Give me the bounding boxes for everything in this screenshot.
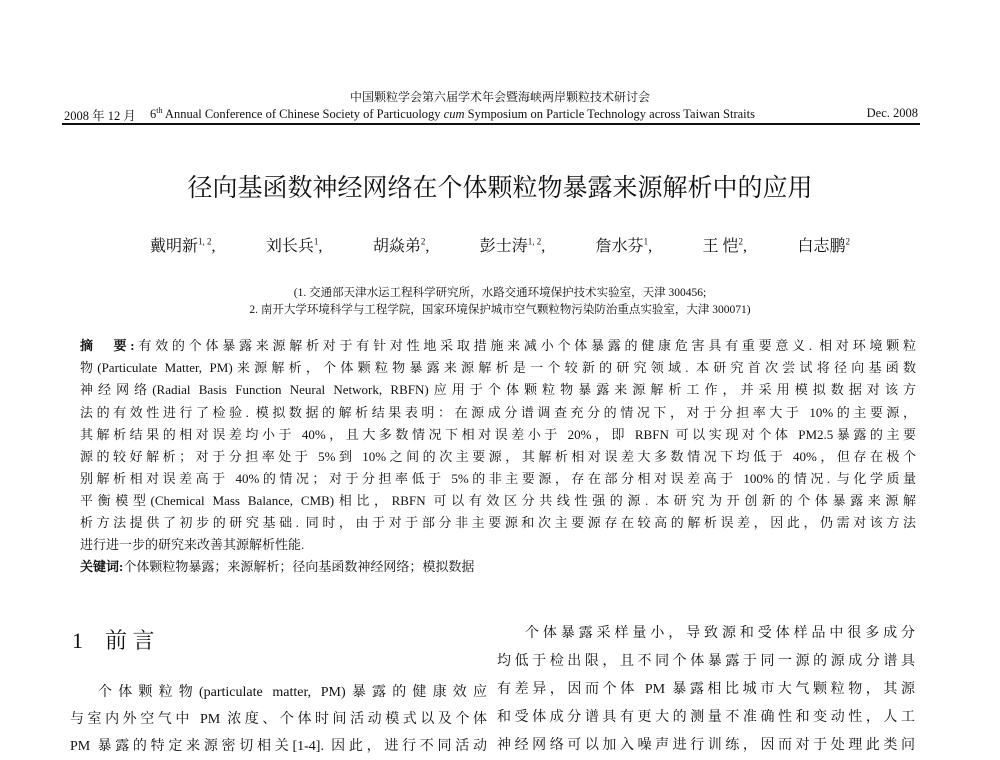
author-affil: 1 <box>643 236 649 247</box>
author-name: 戴明新 <box>150 238 199 255</box>
abstract-line: 物(Particulate Matter, PM)来源解析，个体颗粒物暴露来源解析是一个较新的研究领域. 本研究首次尝试将径向基函数 <box>80 360 916 375</box>
author-name: 王 恺 <box>702 238 739 255</box>
author: 戴明新$^{1, 2}$, <box>150 236 216 255</box>
author: 彭士涛$^{1, 2}$, <box>479 236 546 255</box>
author-name: 胡焱弟 <box>372 238 421 255</box>
author: 胡焱弟$^2$, <box>372 236 430 255</box>
author-affil: 1, 2 <box>527 236 542 247</box>
ordinal: 6 <box>150 107 157 122</box>
header-date-en: Dec. 2008 <box>866 106 918 120</box>
affiliation-2: 2. 南开大学环境科学与工程学院，国家环境保护城市空气颗粒物污染防治重点实验室，大津 300071) <box>249 304 751 316</box>
conference-name-cum: cum <box>443 107 465 122</box>
author-name: 白志鹏 <box>797 238 846 255</box>
body-line: 神经网络可以加入噪声进行训练，因而对于处理此类问 <box>497 738 915 753</box>
body-line: 和受体成分谱具有更大的测量不准确性和变动性，人工 <box>497 710 915 725</box>
body-line: PM 暴露的特定来源密切相关[1-4]. 因此，进行不同活动 <box>70 739 487 754</box>
abstract-line: 法的有效性进行了检验. 模拟数据的解析结果表明：在源成分谱调查充分的情况下，对于分担率大于 10%的主要源， <box>80 405 916 420</box>
affiliation-1: (1. 交通部天津水运工程科学研究所，水路交通环境保护技术实验室，天津 300456; <box>293 287 707 299</box>
author: 詹水芬$^1$, <box>595 236 653 255</box>
section-heading: 1 前 言 <box>72 628 155 653</box>
header-date-cn: 2008 年 12 月 <box>64 109 136 123</box>
conference-name-b: Symposium on Particle Technology across Taiwan Straits <box>464 107 755 122</box>
author-list <box>150 233 850 256</box>
author <box>797 233 850 256</box>
body-line: 有差异，因而个体 PM 暴露相比城市大气颗粒物，其源 <box>497 682 915 697</box>
abstract-line: 源的较好解析；对于分担率处于 5%到 10%之间的次主要源，其解析相对误差大多数情况下均低于 40%，但存在极个 <box>80 449 916 464</box>
abstract-line: 神经网络(Radial Basis Function Neural Network, RBFN)应用于个体颗粒物暴露来源解析工作，并采用模拟数据对该方 <box>80 382 916 397</box>
body-line: 个体暴露采样量小，导致源和受体样品中很多成分 <box>525 626 915 641</box>
author-name: 刘长兵 <box>265 238 314 255</box>
author: 刘长兵$^1$, <box>265 236 323 255</box>
author-name: 彭士涛 <box>479 238 528 255</box>
body-line: 均低于检出限，且不同个体暴露于同一源的源成分谱具 <box>497 654 915 669</box>
abstract-line: 别解析相对误差高于 40%的情况；对于分担率低于 5%的非主要源，存在部分相对误差高于 100%的情况. 与化学质量 <box>80 471 916 486</box>
conference-name-a: Annual Conference of Chinese Society of Particuology <box>162 107 444 122</box>
body-line: 与室内外空气中 PM 浓度、个体时间活动模式以及个体 <box>70 712 487 727</box>
author-affil: 2 <box>420 236 426 247</box>
conference-title-en <box>150 106 755 122</box>
abstract-line: 析方法提供了初步的研究基础. 同时，由于对于部分非主要源和次主要源存在较高的解析误差，因此，仍需对该方法 <box>80 515 916 530</box>
conference-title-cn: 中国颗粒学会第六届学术年会暨海峡两岸颗粒技术研讨会 <box>349 90 650 104</box>
abstract-text: 有效的个体暴露来源解析对于有针对性地采取措施来减小个体暴露的健康危害具有重要意义. 相对环境颗粒 <box>134 338 916 353</box>
author-affil: 1, 2 <box>198 236 212 247</box>
keywords <box>80 556 916 575</box>
body-line: 个体颗粒物(particulate matter, PM)暴露的健康效应 <box>98 685 487 700</box>
keywords-text: 个体颗粒物暴露；来源解析；径向基函数神经网络；模拟数据 <box>123 559 475 574</box>
keywords-label: 关键词: <box>80 559 124 574</box>
author-affil: 2 <box>845 236 850 247</box>
author-affil: 1 <box>313 236 319 247</box>
abstract-line: 平衡模型(Chemical Mass Balance, CMB)相比，RBFN 可以有效区分共线性强的源. 本研究为开创新的个体暴露来源解 <box>80 493 916 508</box>
author-affil: 2 <box>738 236 744 247</box>
header-rule <box>62 123 920 125</box>
author-name: 詹水芬 <box>595 238 644 255</box>
abstract-line: 进行进一步的研究来改善其源解析性能. <box>80 537 305 552</box>
abstract-line <box>80 335 916 354</box>
abstract-label: 摘 要: <box>80 338 135 353</box>
abstract-line: 其解析结果的相对误差均小于 40%，且大多数情况下相对误差小于 20%，即 RBFN 可以实现对个体 PM2.5暴露的主要 <box>80 427 916 442</box>
ordinal-suffix: th <box>156 106 163 115</box>
paper-title: 径向基函数神经网络在个体颗粒物暴露来源解析中的应用 <box>187 173 813 202</box>
author: 王 恺$^2$, <box>702 236 748 255</box>
